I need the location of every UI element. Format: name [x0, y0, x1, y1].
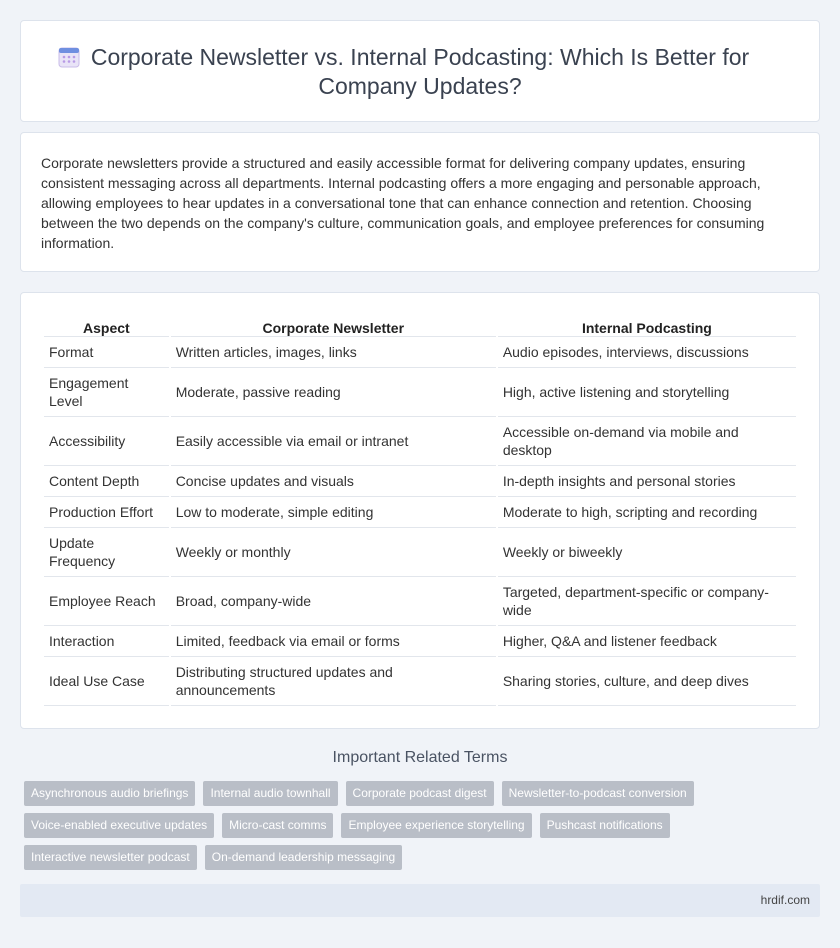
row-podcasting: Weekly or biweekly: [498, 528, 796, 577]
table-row: [44, 466, 796, 497]
row-newsletter: Written articles, images, links: [171, 337, 496, 368]
page-title-line2: Company Updates?: [318, 73, 522, 99]
header-corporate-newsletter: Corporate Newsletter: [171, 315, 496, 337]
footer-site-link[interactable]: hrdif.com: [760, 893, 810, 907]
table-row: [44, 368, 796, 417]
row-podcasting: Moderate to high, scripting and recording: [498, 497, 796, 528]
row-newsletter: Weekly or monthly: [171, 528, 496, 577]
row-podcasting: High, active listening and storytelling: [498, 368, 796, 417]
related-term-tag[interactable]: On-demand leadership messaging: [205, 845, 402, 870]
row-aspect: Accessibility: [44, 417, 169, 466]
row-podcasting: Higher, Q&A and listener feedback: [498, 626, 796, 657]
row-aspect: Ideal Use Case: [44, 657, 169, 706]
related-terms-title: Important Related Terms: [332, 749, 508, 766]
row-podcasting: Targeted, department-specific or company-wide: [498, 577, 796, 626]
intro-card: [20, 132, 820, 272]
row-newsletter: Concise updates and visuals: [171, 466, 496, 497]
row-aspect: Content Depth: [44, 466, 169, 497]
row-newsletter: Distributing structured updates and announcements: [171, 657, 496, 706]
table-row: [44, 417, 796, 466]
related-term-tag[interactable]: Asynchronous audio briefings: [24, 781, 195, 806]
row-newsletter: Easily accessible via email or intranet: [171, 417, 496, 466]
footer-bar: [20, 884, 820, 917]
related-term-tag[interactable]: Pushcast notifications: [540, 813, 670, 838]
row-aspect: Interaction: [44, 626, 169, 657]
related-term-tag[interactable]: Interactive newsletter podcast: [24, 845, 197, 870]
table-row: [44, 528, 796, 577]
title-card: [20, 20, 820, 122]
table-row: [44, 577, 796, 626]
row-aspect: Production Effort: [44, 497, 169, 528]
row-podcasting: Accessible on-demand via mobile and desktop: [498, 417, 796, 466]
related-term-tag[interactable]: Newsletter-to-podcast conversion: [502, 781, 694, 806]
row-newsletter: Broad, company-wide: [171, 577, 496, 626]
row-newsletter: Low to moderate, simple editing: [171, 497, 496, 528]
page-title: [21, 43, 819, 101]
row-aspect: Employee Reach: [44, 577, 169, 626]
header-aspect: Aspect: [44, 315, 169, 337]
comparison-card: [20, 292, 820, 729]
related-term-tag[interactable]: Employee experience storytelling: [341, 813, 531, 838]
comparison-table: [42, 315, 798, 706]
related-term-tag[interactable]: Corporate podcast digest: [346, 781, 494, 806]
row-newsletter: Limited, feedback via email or forms: [171, 626, 496, 657]
row-aspect: Engagement Level: [44, 368, 169, 417]
table-row: [44, 626, 796, 657]
row-aspect: Update Frequency: [44, 528, 169, 577]
row-aspect: Format: [44, 337, 169, 368]
table-header-row: [44, 315, 796, 337]
related-term-tag[interactable]: Internal audio townhall: [203, 781, 337, 806]
related-term-tag[interactable]: Voice-enabled executive updates: [24, 813, 214, 838]
row-podcasting: Audio episodes, interviews, discussions: [498, 337, 796, 368]
related-term-tag[interactable]: Micro-cast comms: [222, 813, 333, 838]
intro-paragraph: Corporate newsletters provide a structured and easily accessible format for delivering company updates, ensuring consistent messaging across all departments. Internal podcasting offers a more engaging and personable approach, allowing employees to hear updates in a conversational tone that can enhance connection and retention. Choosing between the two depends on the company's culture, communication goals, and employee preferences for consuming information.: [41, 155, 765, 251]
row-podcasting: Sharing stories, culture, and deep dives: [498, 657, 796, 706]
page-title-line1: Corporate Newsletter vs. Internal Podcasting: Which Is Better for: [90, 44, 750, 70]
table-row: [44, 657, 796, 706]
related-terms-list: [24, 781, 724, 877]
row-podcasting: In-depth insights and personal stories: [498, 466, 796, 497]
header-internal-podcasting: Internal Podcasting: [498, 315, 796, 337]
table-row: [44, 337, 796, 368]
table-row: [44, 497, 796, 528]
row-newsletter: Moderate, passive reading: [171, 368, 496, 417]
